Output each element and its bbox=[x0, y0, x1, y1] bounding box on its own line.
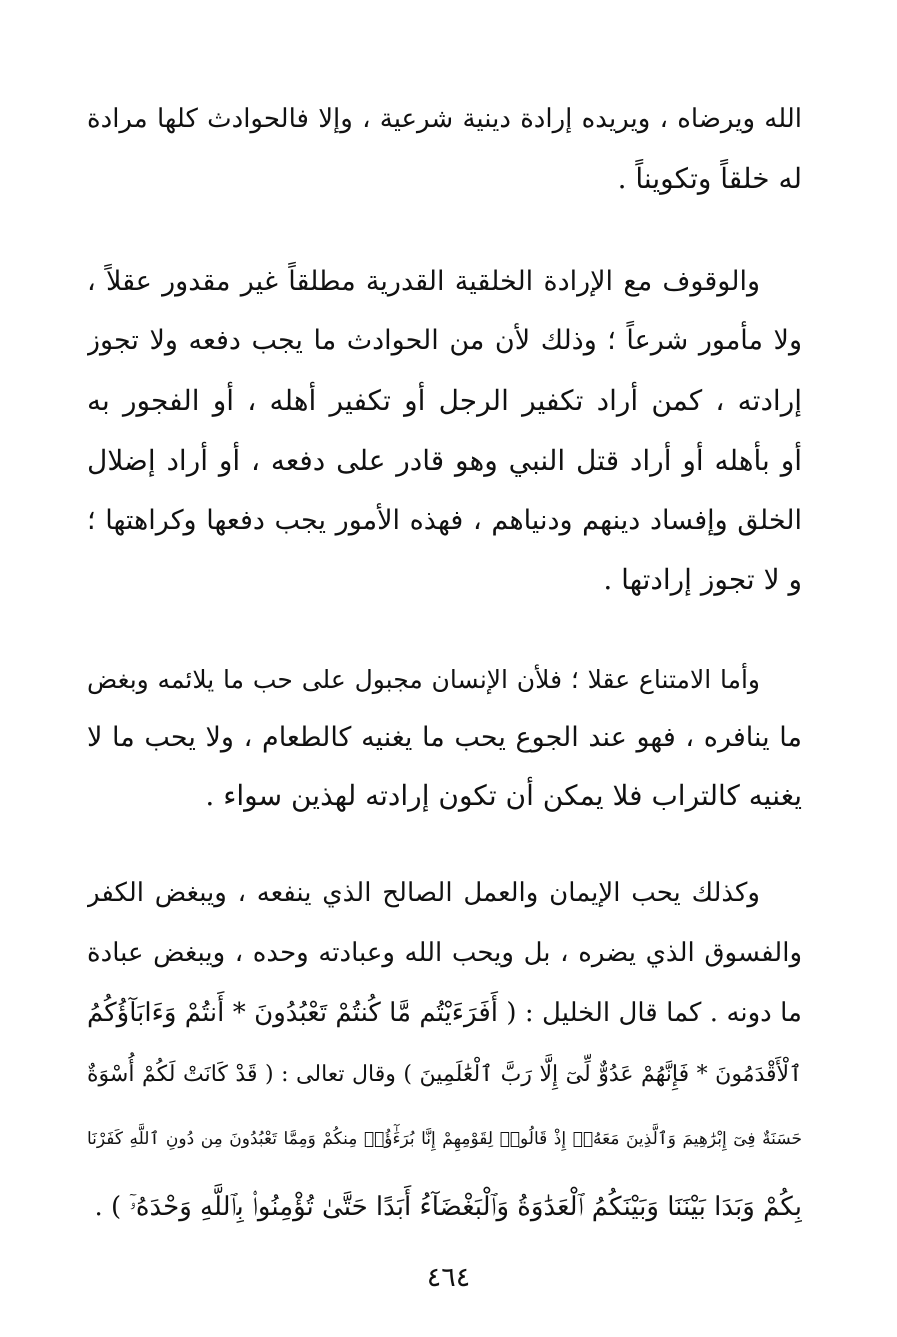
text-line: يغنيه كالتراب فلا يمكن أن تكون إرادته لهذين سواء . bbox=[205, 779, 802, 812]
text-line: ٱلْأَقْدَمُونَ * فَإِنَّهُمْ عَدُوٌّ لِّىٓ إِلَّا رَبَّ ٱلْعَٰلَمِينَ ) وقال تعالى : ( قَدْ كَانَتْ لَكُمْ أُسْوَةٌ bbox=[87, 1062, 802, 1087]
text-line: الخلق وإفساد دينهم ودنياهم ، فهذه الأمور يجب دفعها وكراهتها ؛ bbox=[87, 505, 802, 536]
page-number: ٤٦٤ bbox=[426, 1262, 471, 1293]
text-line: وأما الامتناع عقلا ؛ فلأن الإنسان مجبول على حب ما يلائمه وبغض bbox=[87, 665, 760, 694]
text-line: حَسَنَةٌ فِىٓ إِبْرَٰهِيمَ وَٱلَّذِينَ مَعَهُۥٓ إِذْ قَالُوا۟ لِقَوْمِهِمْ إِنَّا بُرَءَٰٓؤُا۟ مِنكُمْ وَمِمَّا تَعْبُدُونَ مِن دُونِ ٱللَّهِ كَفَرْنَا bbox=[87, 1129, 802, 1149]
text-line: له خلقاً وتكويناً . bbox=[617, 162, 802, 195]
text-line: بِكُمْ وَبَدَا بَيْنَنَا وَبَيْنَكُمُ ٱلْعَدَٰوَةُ وَٱلْبَغْضَآءُ أَبَدًا حَتَّىٰ تُؤْمِنُوا۟ بِٱللَّهِ وَحْدَهُۥٓ ) . bbox=[94, 1192, 802, 1222]
text-line: والوقوف مع الإرادة الخلقية القدرية مطلقاً غير مقدور عقلاً ، bbox=[87, 266, 760, 297]
text-line: ما ينافره ، فهو عند الجوع يحب ما يغنيه كالطعام ، ولا يحب ما لا bbox=[87, 722, 802, 753]
text-line: إرادته ، كمن أراد تكفير الرجل أو تكفير أهله ، أو الفجور به bbox=[87, 384, 802, 417]
text-line: والفسوق الذي يضره ، بل ويحب الله وعبادته وحده ، ويبغض عبادة bbox=[87, 938, 802, 968]
text-line: ولا مأمور شرعاً ؛ وذلك لأن من الحوادث ما يجب دفعه ولا تجوز bbox=[87, 325, 802, 356]
text-line: ما دونه . كما قال الخليل : ( أَفَرَءَيْتُم مَّا كُنتُمْ تَعْبُدُونَ * أَنتُمْ وَءَابَآؤُكُمُ bbox=[87, 998, 802, 1028]
text-line: الله ويرضاه ، ويريده إرادة دينية شرعية ، وإلا فالحوادث كلها مرادة bbox=[87, 104, 802, 134]
text-line: و لا تجوز إرادتها . bbox=[603, 563, 802, 596]
text-line: وكذلك يحب الإيمان والعمل الصالح الذي ينفعه ، ويبغض الكفر bbox=[87, 878, 760, 908]
text-line: أو بأهله أو أراد قتل النبي وهو قادر على دفعه ، أو أراد إضلال bbox=[87, 444, 802, 477]
